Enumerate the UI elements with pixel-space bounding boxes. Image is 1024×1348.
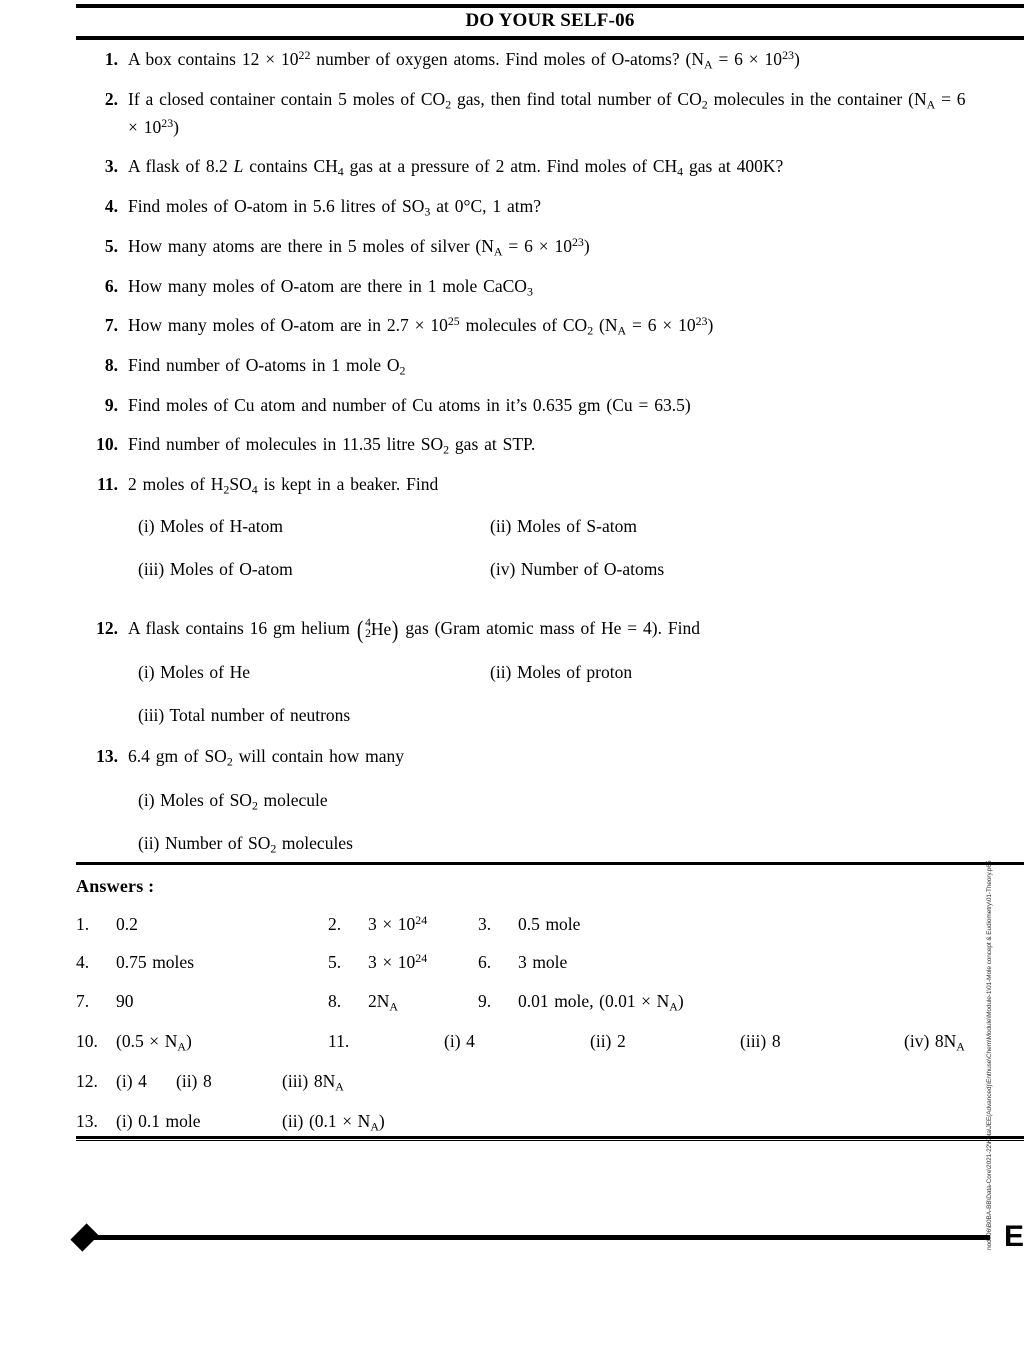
question-text-after: gas (Gram atomic mass of He = 4). Find bbox=[399, 618, 700, 639]
answer-subpart-iii bbox=[740, 1028, 904, 1054]
answer-number: 7. bbox=[76, 990, 90, 1011]
question-text: If a closed container contain 5 moles of $CO_2$ gas, then find total number of $CO_2$ molecules in the container $(N_A = 6 \times 10^{23})$ bbox=[128, 88, 966, 137]
answer-number: 4. bbox=[76, 952, 90, 973]
answer-cell bbox=[76, 1028, 328, 1056]
subpart-ii: (ii) Number of $SO_2$ molecules bbox=[138, 833, 353, 856]
question-number: 5. bbox=[104, 235, 118, 256]
answer-row bbox=[76, 911, 1024, 937]
question-number: 6. bbox=[104, 275, 118, 296]
question-item bbox=[76, 312, 1024, 340]
question-number: 12. bbox=[96, 618, 118, 639]
answer-value: (ii) 8 bbox=[176, 1070, 212, 1091]
answer-number: 6. bbox=[478, 952, 492, 973]
answer-number: 13. bbox=[76, 1111, 98, 1132]
question-item bbox=[76, 743, 1024, 771]
answer-cell bbox=[76, 911, 328, 937]
answer-value: (i) 0.1 mole bbox=[116, 1111, 201, 1132]
question-list bbox=[76, 46, 1024, 869]
answer-number: 12. bbox=[76, 1070, 98, 1091]
answer-cell bbox=[76, 988, 328, 1014]
subpart-iv: (iv) Number of O-atoms bbox=[490, 558, 665, 579]
answer-value: 0.01 mole, $(0.01 \times N_A)$ bbox=[518, 990, 684, 1013]
answers-separator-rule bbox=[76, 862, 1024, 865]
page-header bbox=[76, 4, 1024, 40]
question-subpart-row bbox=[138, 556, 1024, 583]
question-text: How many atoms are there in 5 moles of silver $(N_A = 6 \times 10^{23})$ bbox=[128, 234, 590, 259]
answer-cell bbox=[76, 1108, 282, 1134]
answer-subpart-iv bbox=[904, 1028, 1024, 1056]
answer-subpart-iii bbox=[282, 1068, 1024, 1096]
question-item bbox=[76, 233, 1024, 261]
answer-value: $3 \times 10^{24}$ bbox=[368, 951, 428, 973]
question-item bbox=[76, 352, 1024, 380]
question-item bbox=[76, 431, 1024, 459]
question-text: 2 moles of $H_2SO_4$ is kept in a beaker. Find bbox=[128, 474, 439, 497]
question-text: Find number of molecules in 11.35 litre $SO_2$ gas at STP. bbox=[128, 434, 536, 457]
answer-value: $3 \times 10^{24}$ bbox=[368, 912, 428, 934]
question-item bbox=[76, 153, 1024, 181]
answers-section bbox=[76, 876, 1024, 1148]
header-bottom-rule bbox=[76, 36, 1024, 40]
subpart-ii: (ii) Moles of S-atom bbox=[490, 515, 637, 536]
answer-subpart-ii bbox=[282, 1108, 1024, 1136]
question-item bbox=[76, 86, 1024, 141]
answer-cell bbox=[478, 949, 1024, 975]
question-number: 3. bbox=[104, 156, 118, 177]
question-number: 1. bbox=[104, 49, 118, 69]
answer-number: 3. bbox=[478, 914, 492, 934]
answer-value: (i) 4 bbox=[116, 1070, 147, 1091]
footer-rule bbox=[90, 1235, 990, 1240]
answer-cell bbox=[478, 911, 1024, 937]
question-item bbox=[76, 471, 1024, 499]
question-number: 11. bbox=[97, 474, 118, 495]
answer-number: 8. bbox=[328, 990, 342, 1011]
question-number: 4. bbox=[104, 195, 118, 216]
answer-value: $(0.5 \times N_A)$ bbox=[116, 1030, 192, 1054]
isotope-mass-number: 4 bbox=[365, 616, 371, 629]
answer-value: (i) 4 bbox=[444, 1030, 475, 1051]
answers-bottom-rule bbox=[76, 1136, 1024, 1141]
question-subpart-row bbox=[138, 513, 1024, 540]
answer-cell bbox=[478, 988, 1024, 1016]
question-text: 6.4 gm of $SO_2$ will contain how many bbox=[128, 745, 405, 769]
answer-value: (iii) 8 bbox=[740, 1030, 781, 1051]
answer-cell bbox=[328, 911, 478, 937]
helium-isotope-notation bbox=[356, 618, 400, 643]
file-path-watermark: node06\B0BA-BB\Data-Core\2021-22\Kota\JEE(Advanced)\Enthuse\Chem\Module\Module-1\01-Mole concept & Eudiometry\01-Theory.p65 bbox=[986, 860, 993, 1250]
question-number: 2. bbox=[104, 88, 118, 109]
answer-number: 1. bbox=[76, 914, 90, 934]
answer-number: 9. bbox=[478, 990, 492, 1011]
answer-value: (ii) $(0.1 \times N_A)$ bbox=[282, 1111, 385, 1134]
question-item bbox=[76, 46, 1024, 74]
subpart-ii: (ii) Moles of proton bbox=[490, 661, 633, 682]
answer-number: 11. bbox=[328, 1030, 350, 1051]
subpart-i: (i) Moles of H-atom bbox=[138, 515, 284, 536]
page-title: DO YOUR SELF-06 bbox=[465, 10, 635, 31]
answer-number: 10. bbox=[76, 1030, 98, 1051]
question-text: Find number of O-atoms in 1 mole $O_2$ bbox=[128, 355, 406, 378]
answer-cell bbox=[328, 1028, 444, 1054]
subpart-i: (i) Moles of $SO_2$ molecule bbox=[138, 789, 328, 812]
answer-value: $2N_A$ bbox=[368, 990, 398, 1013]
question-text: A flask of 8.2 L contains $CH_4$ gas at a pressure of 2 atm. Find moles of $CH_4$ gas at 400K? bbox=[128, 156, 784, 179]
answer-row bbox=[76, 1068, 1024, 1096]
answer-subpart-i bbox=[444, 1028, 590, 1054]
answer-row bbox=[76, 949, 1024, 975]
answer-subpart-ii bbox=[590, 1028, 740, 1054]
answer-value: (iv) $8N_A$ bbox=[904, 1030, 965, 1054]
question-subpart-row bbox=[138, 659, 1024, 686]
answer-row bbox=[76, 1108, 1024, 1136]
answer-cell bbox=[76, 1068, 176, 1094]
answer-cell bbox=[328, 949, 478, 975]
question-number: 8. bbox=[104, 355, 118, 376]
answer-number: 5. bbox=[328, 952, 342, 973]
isotope-atomic-number: 2 bbox=[365, 628, 371, 641]
question-item bbox=[76, 193, 1024, 221]
question-text-before: A flask contains 16 gm helium bbox=[128, 618, 356, 639]
question-text: Find moles of Cu atom and number of Cu atoms in it’s 0.635 gm (Cu = 63.5) bbox=[128, 395, 691, 416]
publisher-logo: E bbox=[1003, 1220, 1024, 1253]
answer-value: 0.5 mole bbox=[518, 914, 581, 934]
answer-subpart-ii bbox=[176, 1068, 282, 1094]
isotope-open-paren: ( bbox=[356, 616, 364, 644]
question-number: 9. bbox=[104, 395, 118, 416]
answer-value: (ii) 2 bbox=[590, 1030, 626, 1051]
question-text bbox=[128, 615, 1024, 642]
answer-value: 0.2 bbox=[116, 914, 138, 934]
answer-value: 3 mole bbox=[518, 952, 568, 973]
question-number: 10. bbox=[96, 434, 118, 455]
question-text: A box contains $12 \times 10^{22}$ number of oxygen atoms. Find moles of O-atoms? $(N_A = 6 \times 10^{23})$ bbox=[128, 48, 800, 72]
question-number: 7. bbox=[104, 315, 118, 336]
subpart-iii: (iii) Moles of O-atom bbox=[138, 558, 293, 579]
answer-value: (iii) $8N_A$ bbox=[282, 1070, 344, 1094]
answer-row bbox=[76, 1028, 1024, 1056]
question-number: 13. bbox=[96, 745, 118, 766]
subpart-i: (i) Moles of He bbox=[138, 661, 250, 682]
question-text: Find moles of O-atom in 5.6 litres of $SO_3$ at 0°C, 1 atm? bbox=[128, 195, 541, 219]
question-text: How many moles of O-atom are there in 1 mole CaCO$_3$ bbox=[128, 275, 533, 298]
answer-number: 2. bbox=[328, 914, 342, 934]
isotope-symbol: He bbox=[370, 618, 392, 639]
question-item bbox=[76, 615, 1024, 642]
question-text: How many moles of O-atom are in $2.7 \times 10^{25}$ molecules of $CO_2$ $(N_A = 6 \times 10^{23})$ bbox=[128, 314, 714, 338]
answer-cell bbox=[328, 988, 478, 1016]
subpart-iii: (iii) Total number of neutrons bbox=[138, 704, 351, 725]
answer-row bbox=[76, 988, 1024, 1016]
question-item bbox=[76, 273, 1024, 301]
question-item bbox=[76, 392, 1024, 419]
answer-value: 90 bbox=[116, 990, 134, 1011]
answer-value: 0.75 moles bbox=[116, 952, 195, 973]
answers-heading: Answers : bbox=[76, 876, 155, 896]
isotope-close-paren: ) bbox=[392, 616, 399, 644]
answer-cell bbox=[76, 949, 328, 975]
